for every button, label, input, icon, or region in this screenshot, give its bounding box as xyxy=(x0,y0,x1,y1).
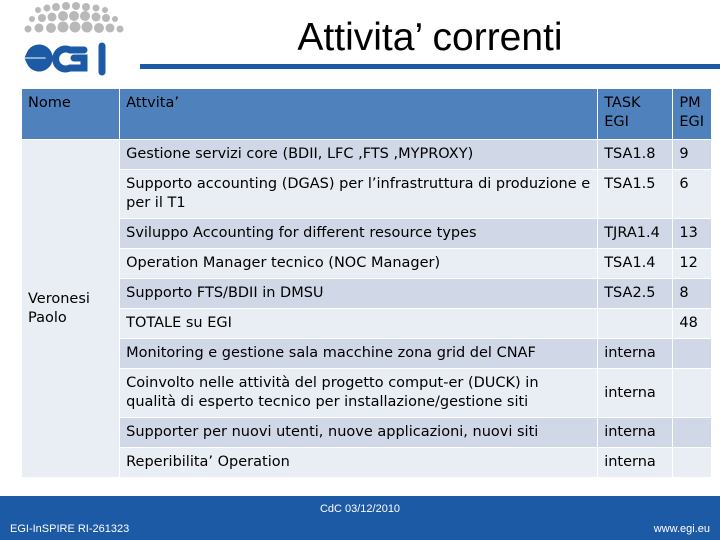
title-rule xyxy=(140,64,720,69)
row-pm xyxy=(673,418,712,448)
header-pm: PM EGI xyxy=(673,89,712,140)
row-activity: Gestione servizi core (BDII, LFC ,FTS ,MYPROXY) xyxy=(120,140,598,170)
row-activity: Coinvolto nelle attività del progetto comput-er (DUCK) in qualità di esperto tecnico per installazione/gestione siti xyxy=(120,369,598,418)
table-row xyxy=(22,448,712,478)
row-task: interna xyxy=(598,448,673,478)
row-activity: Monitoring e gestione sala macchine zona grid del CNAF xyxy=(120,339,598,369)
row-task: interna xyxy=(598,418,673,448)
table-row xyxy=(22,170,712,219)
row-pm: 48 xyxy=(673,309,712,339)
table-row xyxy=(22,369,712,418)
table-row xyxy=(22,418,712,448)
footer-website: www.egi.eu xyxy=(653,523,710,535)
header-name: Nome xyxy=(22,89,120,140)
row-pm xyxy=(673,339,712,369)
row-activity: Supporter per nuovi utenti, nuove applicazioni, nuovi siti xyxy=(120,418,598,448)
row-activity: Reperibilita’ Operation xyxy=(120,448,598,478)
row-task: TSA1.8 xyxy=(598,140,673,170)
row-activity: Operation Manager tecnico (NOC Manager) xyxy=(120,249,598,279)
row-task: TSA2.5 xyxy=(598,279,673,309)
person-name: Veronesi Paolo xyxy=(22,140,120,478)
row-activity: Supporto FTS/BDII in DMSU xyxy=(120,279,598,309)
table-row xyxy=(22,279,712,309)
header-activity: Attvita’ xyxy=(120,89,598,140)
row-task: TSA1.4 xyxy=(598,249,673,279)
row-pm: 13 xyxy=(673,219,712,249)
table-row xyxy=(22,219,712,249)
footer-date: CdC 03/12/2010 xyxy=(319,503,401,515)
row-task xyxy=(598,309,673,339)
row-pm xyxy=(673,369,712,418)
row-task: interna xyxy=(598,339,673,369)
row-activity: Sviluppo Accounting for different resource types xyxy=(120,219,598,249)
row-pm: 12 xyxy=(673,249,712,279)
table-row xyxy=(22,339,712,369)
row-pm: 9 xyxy=(673,140,712,170)
egi-logo xyxy=(18,2,130,76)
activities-table xyxy=(21,88,712,478)
row-pm: 6 xyxy=(673,170,712,219)
table-row xyxy=(22,249,712,279)
table-row-total xyxy=(22,309,712,339)
row-activity: Supporto accounting (DGAS) per l’infrastruttura di produzione e per il T1 xyxy=(120,170,598,219)
table-row xyxy=(22,140,712,170)
table-header-row xyxy=(22,89,712,140)
row-task: interna xyxy=(598,369,673,418)
row-task: TSA1.5 xyxy=(598,170,673,219)
slide-title: Attivita’ correnti xyxy=(297,16,563,59)
header-task: TASK EGI xyxy=(598,89,673,140)
row-activity: TOTALE su EGI xyxy=(120,309,598,339)
row-task: TJRA1.4 xyxy=(598,219,673,249)
row-pm xyxy=(673,448,712,478)
footer-project-id: EGI-InSPIRE RI-261323 xyxy=(10,523,130,535)
row-pm: 8 xyxy=(673,279,712,309)
